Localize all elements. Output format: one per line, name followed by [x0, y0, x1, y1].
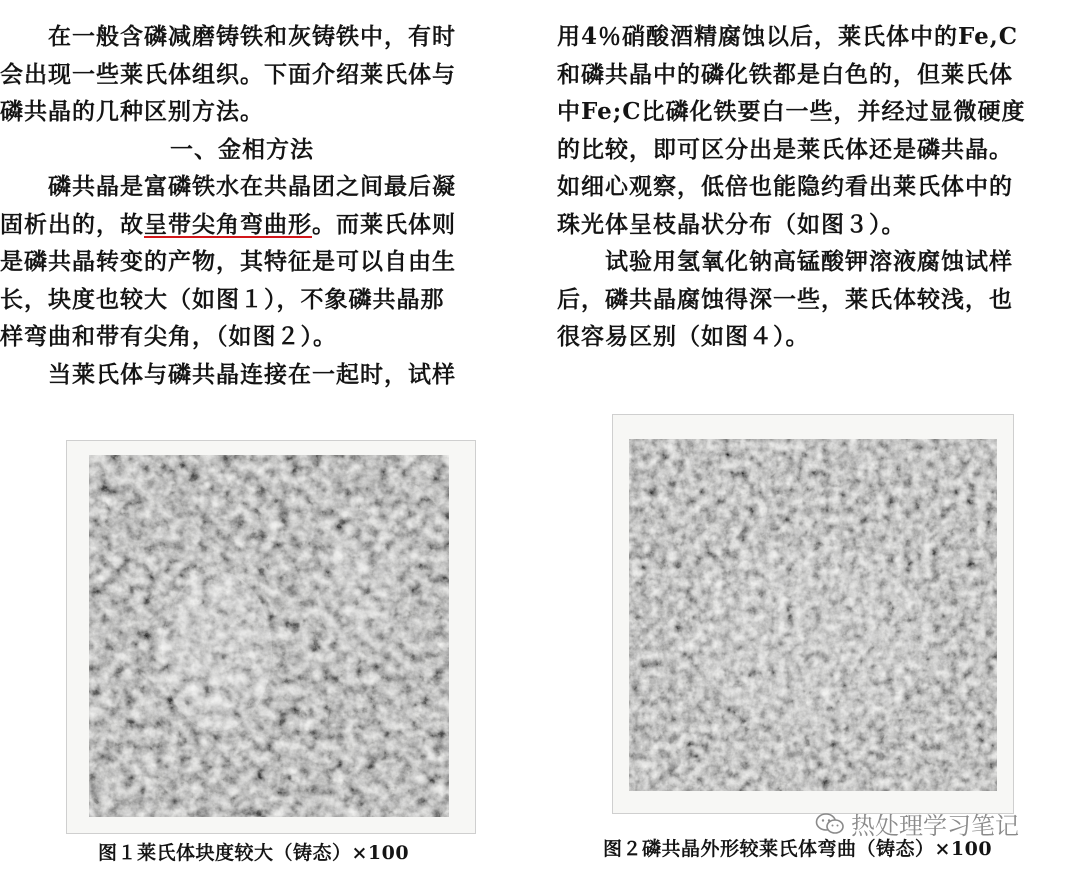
micrograph-texture: [613, 415, 1013, 813]
paragraph-line: 中Fe;C比磷化铁要白一些，并经过显微硬度: [557, 98, 1026, 125]
section-heading: 一、金相方法: [170, 135, 314, 163]
paragraph-line: 磷共晶是富磷铁水在共晶团之间最后凝: [48, 173, 456, 200]
paragraph-line: 长，块度也较大（如图１），不象磷共晶那: [0, 285, 445, 313]
wechat-icon: [815, 812, 845, 836]
paragraph-line: 当莱氏体与磷共晶连接在一起时，试样: [48, 360, 456, 388]
text-segment: 固析出的，故: [0, 210, 144, 238]
paragraph-line: 如细心观察，低倍也能隐约看出莱氏体中的: [557, 173, 1013, 200]
paragraph-line: 珠光体呈枝晶状分布（如图３）。: [557, 210, 906, 238]
paragraph-line: 样弯曲和带有尖角，（如图２）。: [0, 323, 337, 350]
figure-2-caption: 图２磷共晶外形较莱氏体弯曲（铸态）×100: [603, 838, 993, 860]
paragraph-line: 和磷共晶中的磷化铁都是白色的，但莱氏体: [557, 60, 1013, 88]
paragraph-line: 会出现一些莱氏体组织。下面介绍莱氏体与: [0, 60, 456, 88]
watermark-text: 热处理学习笔记: [851, 812, 1019, 840]
watermark: [815, 806, 1019, 841]
figure-1-caption: 图１莱氏体块度较大（铸态）×100: [98, 842, 410, 864]
paragraph-line: 试验用氢氧化钠高锰酸钾溶液腐蚀试样: [605, 248, 1013, 275]
paragraph-line: 的比较，即可区分出是莱氏体还是磷共晶。: [557, 135, 1013, 163]
paragraph-line: 是磷共晶转变的产物，其特征是可以自由生: [0, 248, 456, 275]
micrograph-figure-2: [612, 414, 1014, 814]
underlined-phrase: 呈带尖角弯曲形: [144, 210, 312, 238]
text-segment: 。而莱氏体则: [312, 210, 456, 238]
right-text-column: [557, 18, 1057, 356]
micrograph-figure-1: [66, 440, 476, 834]
paragraph-line: 后，磷共晶腐蚀得深一些，莱氏体较浅，也: [557, 285, 1013, 313]
paragraph-line: [0, 206, 500, 244]
left-text-column: [0, 18, 500, 393]
paragraph-line: 很容易区别（如图４）。: [557, 323, 810, 350]
paragraph-line: 用4％硝酸酒精腐蚀以后，莱氏体中的Fe,C: [557, 23, 1019, 50]
micrograph-texture: [67, 441, 475, 833]
paragraph-line: 磷共晶的几种区别方法。: [0, 98, 264, 125]
paragraph-line: 在一般含磷减磨铸铁和灰铸铁中，有时: [48, 23, 456, 50]
